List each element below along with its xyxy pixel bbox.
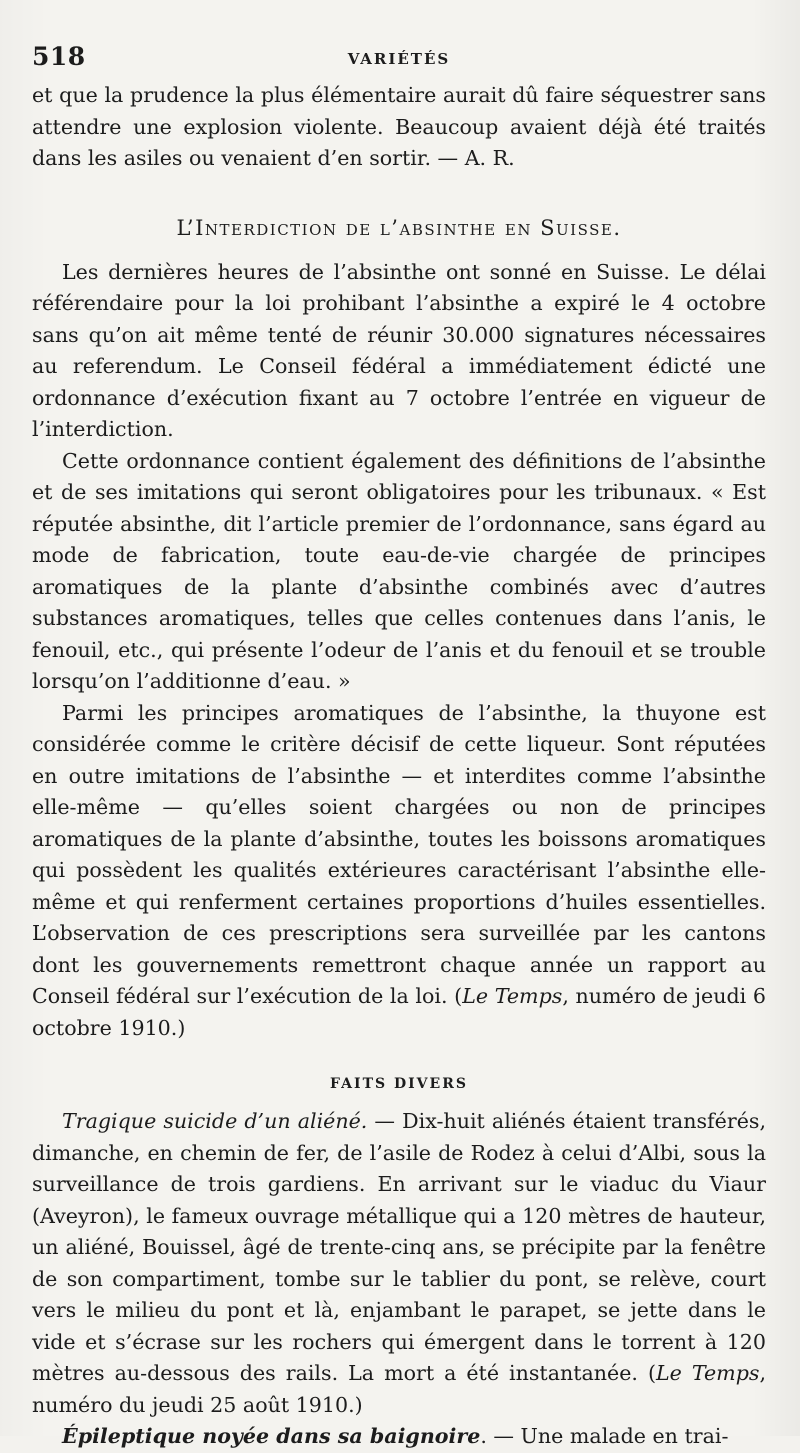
article-paragraph-2: Cette ordonnance contient également des définitions de l’absinthe et de ses imitations qui seront obligatoires pour les tribunaux. « Est réputée absinthe, dit l’article premier de l’ordonnance, sans égard au mode de fabrication, toute eau-de-vie chargée de principes aromatiques de la plante d’absinthe combinés avec d’autres substances aromatiques, telles que celles contenues dans l’anis, le fenouil, etc., qui présente l’odeur de l’anis et du fenouil et se trouble lorsqu’on l’additionne d’eau. » — [32, 448, 766, 693]
fait-divers-2-title: Épileptique noyée dans sa baignoire — [62, 1424, 481, 1448]
page-number: 518 — [32, 42, 86, 71]
intro-paragraph: et que la prudence la plus élémentaire aurait dû faire séquestrer sans attendre une explosion violente. Beaucoup avaient déjà été traités dans les asiles ou venaient d’en sortir. — A. R. — [32, 83, 766, 170]
faits-divers-heading: FAITS DIVERS — [330, 1076, 468, 1092]
fait-divers-1-source-title: Le Temps — [656, 1361, 760, 1385]
fait-divers-2 — [32, 1421, 766, 1453]
article-source-rest: , numéro de jeudi 6 octobre 1910.) — [32, 984, 766, 1040]
running-title: VARIÉTÉS — [347, 50, 451, 68]
fait-divers-1-source-rest: , numéro du jeudi 25 août 1910.) — [32, 1361, 766, 1417]
fait-divers-1-title: Tragique suicide d’un aliéné. — [62, 1109, 368, 1133]
article-paragraph-3 — [32, 698, 766, 1045]
article-paragraph-3-text: Parmi les principes aromatiques de l’absinthe, la thuyone est considérée comme le critère décisif de cette liqueur. Sont réputées en outre imitations de l’absinthe — et interdites comme l’absinthe elle-même — qu’elles soient chargées ou non de principes aromatiques de la plante d’absinthe, toutes les boissons aromatiques qui possèdent les qualités extérieures caractérisant l’absinthe elle-même et qui renferment certaines proportions d’huiles essentielles. L’observation de ces prescriptions sera surveillée par les cantons dont les gouvernements remettront chaque année un rapport au Conseil fédéral sur l’exécution de la loi. ( — [32, 700, 766, 1008]
article-source-title: Le Temps — [462, 984, 563, 1008]
fait-divers-1 — [32, 1106, 766, 1421]
running-head — [32, 40, 766, 80]
fait-divers-2-text: . — Une malade en trai- — [480, 1424, 729, 1448]
article-paragraph-1: Les dernières heures de l’absinthe ont sonné en Suisse. Le délai référendaire pour la loi prohibant l’absinthe a expiré le 4 octobre sans qu’on ait même tenté de réunir 30.000 signatures nécessaires au referendum. Le Conseil fédéral a immédiatement édicté une ordonnance d’exécution fixant au 7 octobre l’entrée en vigueur de l’interdiction. — [32, 259, 766, 441]
article-title: L’Interdiction de l’absinthe en Suisse. — [176, 215, 622, 240]
body-text — [32, 80, 766, 1453]
fait-divers-1-text: — Dix-huit aliénés étaient transférés, dimanche, en chemin de fer, de l’asile de Rodez à celui d’Albi, sous la surveillance de trois gardiens. En arrivant sur le viaduc du Viaur (Aveyron), le fameux ouvrage métallique qui a 120 mètres de hauteur, un aliéné, Bouissel, âgé de trente-cinq ans, se précipite par la fenêtre de son compartiment, tombe sur le tablier du pont, se relève, court vers le milieu du pont et là, enjambant le parapet, se jette dans le vide et s’écrase sur les rochers qui émergent dans le torrent à 120 mètres au-dessous des rails. La mort a été instantanée. ( — [32, 1109, 766, 1385]
